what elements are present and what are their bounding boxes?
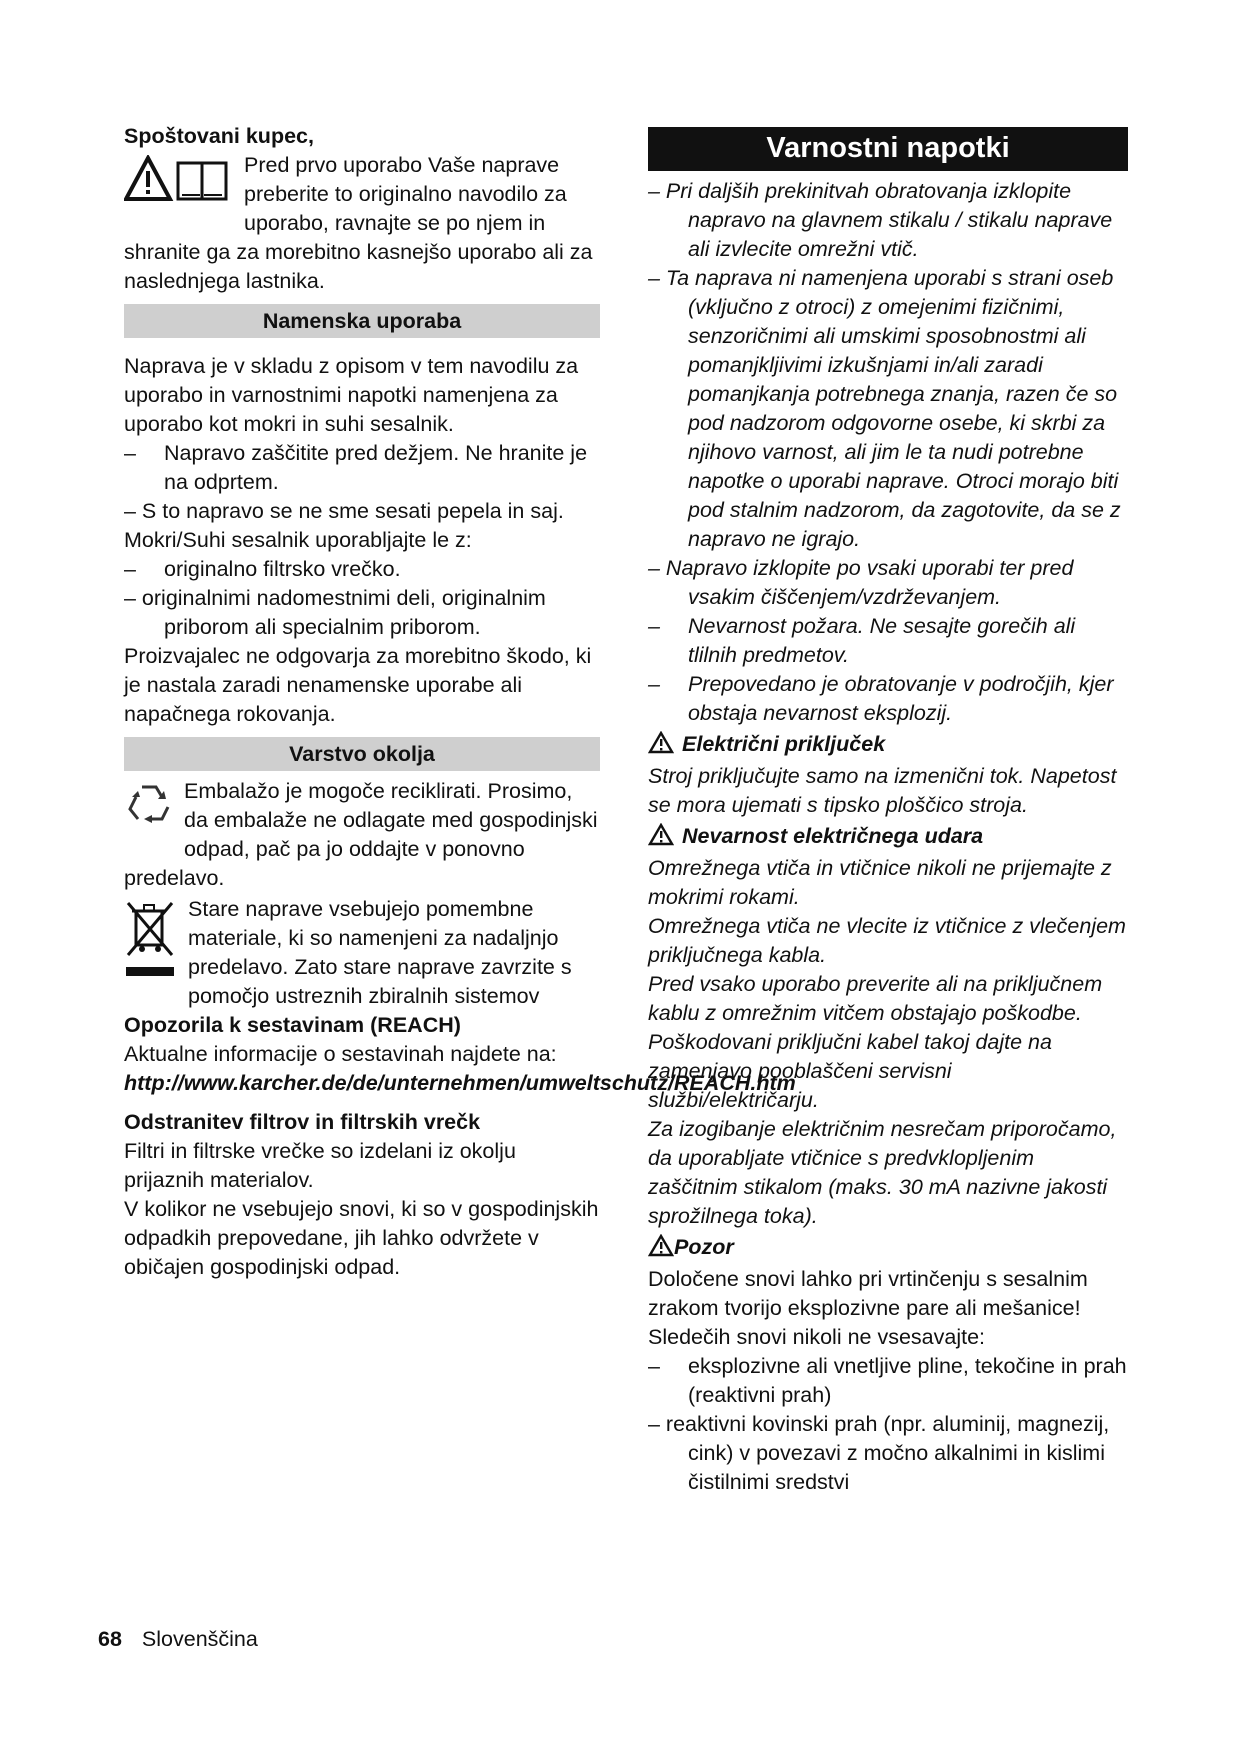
footer-language: Slovenščina bbox=[141, 1627, 258, 1651]
caution-paragraph-1: Določene snovi lahko pri vrtinčenju s sesalnim zrakom tvorijo eksplozivne pare ali mešanice! bbox=[648, 1267, 1088, 1320]
recycle-icon bbox=[124, 781, 174, 839]
list-dash: – bbox=[648, 672, 660, 696]
list-item-text: eksplozivne ali vnetljive pline, tekočine in prah (reaktivni prah) bbox=[688, 1354, 1127, 1407]
filter-paragraph-2: V kolikor ne vsebujejo snovi, ki so v gospodinjskih odpadkih prepovedane, jih lahko odvržete v običajen gospodinjski odpad. bbox=[124, 1197, 599, 1279]
list-item-text: Prepovedano je obratovanje v področjih, kjer obstaja nevarnost eksplozij. bbox=[688, 672, 1114, 725]
list-dash: – bbox=[648, 1354, 660, 1378]
reach-heading: Opozorila k sestavinam (REACH) bbox=[124, 1013, 461, 1037]
list-item: – S to napravo se ne sme sesati pepela in saj. bbox=[124, 499, 564, 523]
electrical-connection-heading bbox=[648, 730, 1128, 762]
recycling-text: Embalažo je mogoče reciklirati. Prosimo, da embalaže ne odlagate med gospodinjski odpad, pač pa jo oddajte v ponovno predelavo. bbox=[124, 779, 598, 890]
read-manual-warning-icon bbox=[124, 155, 232, 211]
warning-icon bbox=[648, 731, 674, 762]
weee-text: Stare naprave vsebujejo pomembne materiale, ki so namenjeni za nadaljnjo predelavo. Zato stare naprave zavrzite s pomočjo ustreznih zbiralnih sistemov bbox=[188, 897, 572, 1008]
usage-paragraph: Mokri/Suhi sesalnik uporabljajte le z: bbox=[124, 528, 472, 552]
right-column bbox=[648, 127, 1128, 1497]
intended-use-paragraph: Naprava je v skladu z opisom v tem navodilu za uporabo in varnostnimi napotki namenjena za uporabo kot mokri in suhi sesalnik. bbox=[124, 354, 579, 436]
caution-heading bbox=[648, 1233, 1128, 1265]
reach-text: Aktualne informacije o sestavinah najdete na: bbox=[124, 1042, 557, 1066]
list-item-text: Nevarnost požara. Ne sesajte gorečih ali tlilnih predmetov. bbox=[688, 614, 1076, 667]
list-item: – Ta naprava ni namenjena uporabi s strani oseb (vključno z otroci) z omejenimi fizičnimi, senzoričnimi ali umskimi sposobnostmi ali pomanjkljivimi izkušnjami in/ali zaradi pomanjkanja potrebnega znanja, razen če so pod nadzorom odgovorne osebe, ki skrbi za njihovo varnost, ali jim le ta nudi potrebne napotke o uporabi naprave. Otroci morajo biti pod stalnim nadzorom, da zagotovite, da se z napravo ne igrajo. bbox=[648, 266, 1121, 551]
list-item: – Napravo izklopite po vsaki uporabi ter pred vsakim čiščenjem/vzdrževanjem. bbox=[648, 556, 1074, 609]
shock-paragraph-4: Za izogibanje električnim nesrečam priporočamo, da uporabljate vtičnice s predvklopljenim zaščitnim stikalom (maks. 30 mA nazivne jakosti sprožilnega toka). bbox=[648, 1117, 1117, 1228]
caution-paragraph-2: Sledečih snovi nikoli ne vsesavajte: bbox=[648, 1325, 986, 1349]
electrical-connection-text: Stroj priključujte samo na izmenični tok. Napetost se mora ujemati s tipsko ploščico stroja. bbox=[648, 764, 1117, 817]
shock-paragraph-3: Pred vsako uporabo preverite ali na priključnem kablu z omrežnim vitčem obstajajo poškodbe. Poškodovani priključni kabel takoj dajte na zamenjavo pooblaščeni servisni službi/električarju. bbox=[648, 972, 1103, 1112]
list-item: – reaktivni kovinski prah (npr. aluminij, magnezij, cink) v povezavi z močno alkalnimi in kislimi čistilnimi sredstvi bbox=[648, 1412, 1110, 1494]
list-item bbox=[124, 439, 600, 497]
greeting: Spoštovani kupec, bbox=[124, 124, 314, 148]
list-item bbox=[124, 555, 600, 584]
list-item-text: originalno filtrsko vrečko. bbox=[164, 557, 401, 581]
intro-text: Pred prvo uporabo Vaše naprave preberite to originalno navodilo za uporabo, ravnajte se po njem in shranite ga za morebitno kasnejšo uporabo ali za naslednjega lastnika. bbox=[124, 153, 593, 293]
intro-paragraph bbox=[124, 151, 600, 296]
shock-paragraph-2: Omrežnega vtiča ne vlecite iz vtičnice z vlečenjem priključnega kabla. bbox=[648, 914, 1126, 967]
section-heading-environment: Varstvo okolja bbox=[124, 737, 600, 771]
heading-text: Električni priključek bbox=[682, 732, 886, 756]
list-dash: – bbox=[124, 441, 136, 465]
heading-text: Nevarnost električnega udara bbox=[682, 824, 984, 848]
filter-disposal-heading: Odstranitev filtrov in filtrskih vrečk bbox=[124, 1110, 481, 1134]
liability-paragraph: Proizvajalec ne odgovarja za morebitno škodo, ki je nastala zaradi nenamenske uporabe ali napačnega rokovanja. bbox=[124, 644, 592, 726]
section-heading-safety: Varnostni napotki bbox=[648, 127, 1128, 171]
section-heading-intended-use: Namenska uporaba bbox=[124, 304, 600, 338]
list-item bbox=[648, 1352, 1128, 1410]
reach-link[interactable]: http://www.karcher.de/de/unternehmen/umweltschutz/REACH.htm bbox=[124, 1071, 796, 1095]
heading-text: Pozor bbox=[674, 1235, 734, 1259]
weee-paragraph bbox=[124, 895, 600, 1011]
page-number: 68 bbox=[98, 1627, 122, 1651]
filter-paragraph-1: Filtri in filtrske vrečke so izdelani iz okolju prijaznih materialov. bbox=[124, 1139, 516, 1192]
list-item bbox=[648, 612, 1128, 670]
recycling-paragraph bbox=[124, 777, 600, 893]
list-item bbox=[648, 670, 1128, 728]
crossed-bin-icon bbox=[124, 899, 176, 997]
shock-paragraph-1: Omrežnega vtiča in vtičnice nikoli ne prijemajte z mokrimi rokami. bbox=[648, 856, 1112, 909]
warning-icon bbox=[648, 823, 674, 854]
electric-shock-heading bbox=[648, 822, 1128, 854]
warning-icon bbox=[648, 1234, 674, 1265]
list-dash: – bbox=[124, 557, 136, 581]
list-item: – Pri daljših prekinitvah obratovanja izklopite napravo na glavnem stikalu / stikalu naprave ali izvlecite omrežni vtič. bbox=[648, 179, 1113, 261]
list-item-text: Napravo zaščitite pred dežjem. Ne hranite je na odprtem. bbox=[164, 441, 588, 494]
page-footer bbox=[98, 1625, 258, 1654]
list-item: – originalnimi nadomestnimi deli, originalnim priborom ali specialnim priborom. bbox=[124, 586, 546, 639]
list-dash: – bbox=[648, 614, 660, 638]
